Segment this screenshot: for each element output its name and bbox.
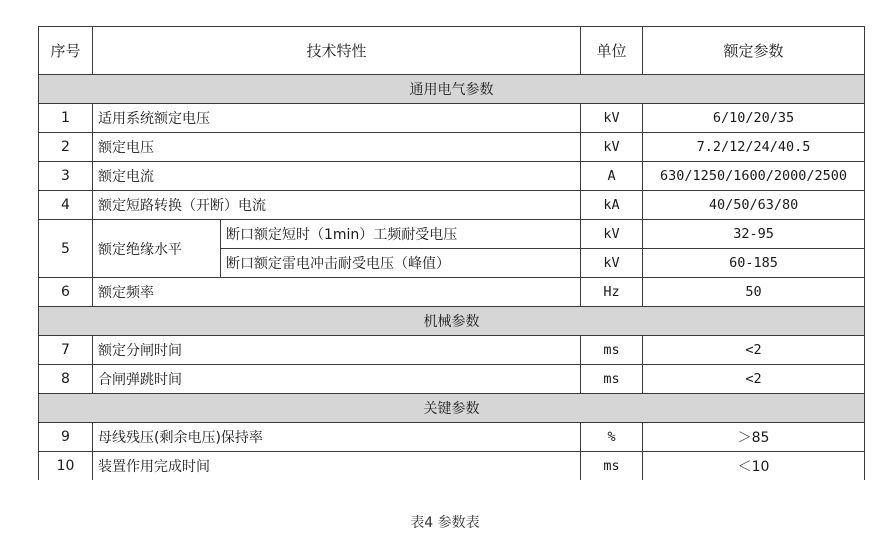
row-unit: ms xyxy=(581,452,643,481)
row-unit: ms xyxy=(581,336,643,365)
row-unit: A xyxy=(581,162,643,191)
row-name: 额定电流 xyxy=(93,162,581,191)
table-caption: 表4 参数表 xyxy=(410,515,480,531)
row-name: 额定电压 xyxy=(93,133,581,162)
row-value: <2 xyxy=(643,336,865,365)
table-row xyxy=(39,278,865,307)
section-title: 关键参数 xyxy=(39,394,865,423)
row-name: 额定频率 xyxy=(93,278,581,307)
table-row xyxy=(39,162,865,191)
table-row xyxy=(39,452,865,481)
table-row xyxy=(39,191,865,220)
row-no: 9 xyxy=(39,423,93,452)
row-name: 额定分闸时间 xyxy=(93,336,581,365)
row-unit: kV xyxy=(581,220,643,249)
row-value: 630/1250/1600/2000/2500 xyxy=(643,162,865,191)
row-no: 5 xyxy=(39,220,93,278)
table-row xyxy=(39,365,865,394)
table-row xyxy=(39,133,865,162)
row-value: ＞85 xyxy=(643,423,865,452)
row-unit: kV xyxy=(581,133,643,162)
row-no: 3 xyxy=(39,162,93,191)
row-value: <2 xyxy=(643,365,865,394)
row-name: 合闸弹跳时间 xyxy=(93,365,581,394)
table-header-row xyxy=(39,27,865,75)
row-value: 32-95 xyxy=(643,220,865,249)
row-value: 6/10/20/35 xyxy=(643,104,865,133)
row-name: 适用系统额定电压 xyxy=(93,104,581,133)
row-unit: ms xyxy=(581,365,643,394)
header-index: 序号 xyxy=(39,27,93,75)
row-name: 额定绝缘水平 xyxy=(93,220,221,278)
row-value: 40/50/63/80 xyxy=(643,191,865,220)
row-name: 装置作用完成时间 xyxy=(93,452,581,481)
row-name: 母线残压(剩余电压)保持率 xyxy=(93,423,581,452)
row-unit: kA xyxy=(581,191,643,220)
row-value: 7.2/12/24/40.5 xyxy=(643,133,865,162)
section-title: 通用电气参数 xyxy=(39,75,865,104)
row-unit: kV xyxy=(581,104,643,133)
row-name: 额定短路转换（开断）电流 xyxy=(93,191,581,220)
table-row xyxy=(39,336,865,365)
row-no: 7 xyxy=(39,336,93,365)
parameter-table xyxy=(38,26,865,480)
table-row xyxy=(39,423,865,452)
header-rated: 额定参数 xyxy=(643,27,865,75)
section-row-key xyxy=(39,394,865,423)
row-no: 4 xyxy=(39,191,93,220)
row-unit: kV xyxy=(581,249,643,278)
row-unit: % xyxy=(581,423,643,452)
row-no: 2 xyxy=(39,133,93,162)
header-feature: 技术特性 xyxy=(93,27,581,75)
section-row-electrical xyxy=(39,75,865,104)
section-title: 机械参数 xyxy=(39,307,865,336)
row-no: 8 xyxy=(39,365,93,394)
table-row xyxy=(39,220,865,249)
row-value: ＜10 xyxy=(643,452,865,481)
table-row xyxy=(39,104,865,133)
row-value: 60-185 xyxy=(643,249,865,278)
row-subname: 断口额定雷电冲击耐受电压（峰值） xyxy=(221,249,581,278)
header-unit: 单位 xyxy=(581,27,643,75)
row-no: 6 xyxy=(39,278,93,307)
row-no: 10 xyxy=(39,452,93,481)
row-no: 1 xyxy=(39,104,93,133)
row-unit: Hz xyxy=(581,278,643,307)
row-value: 50 xyxy=(643,278,865,307)
row-subname: 断口额定短时（1min）工频耐受电压 xyxy=(221,220,581,249)
section-row-mechanical xyxy=(39,307,865,336)
